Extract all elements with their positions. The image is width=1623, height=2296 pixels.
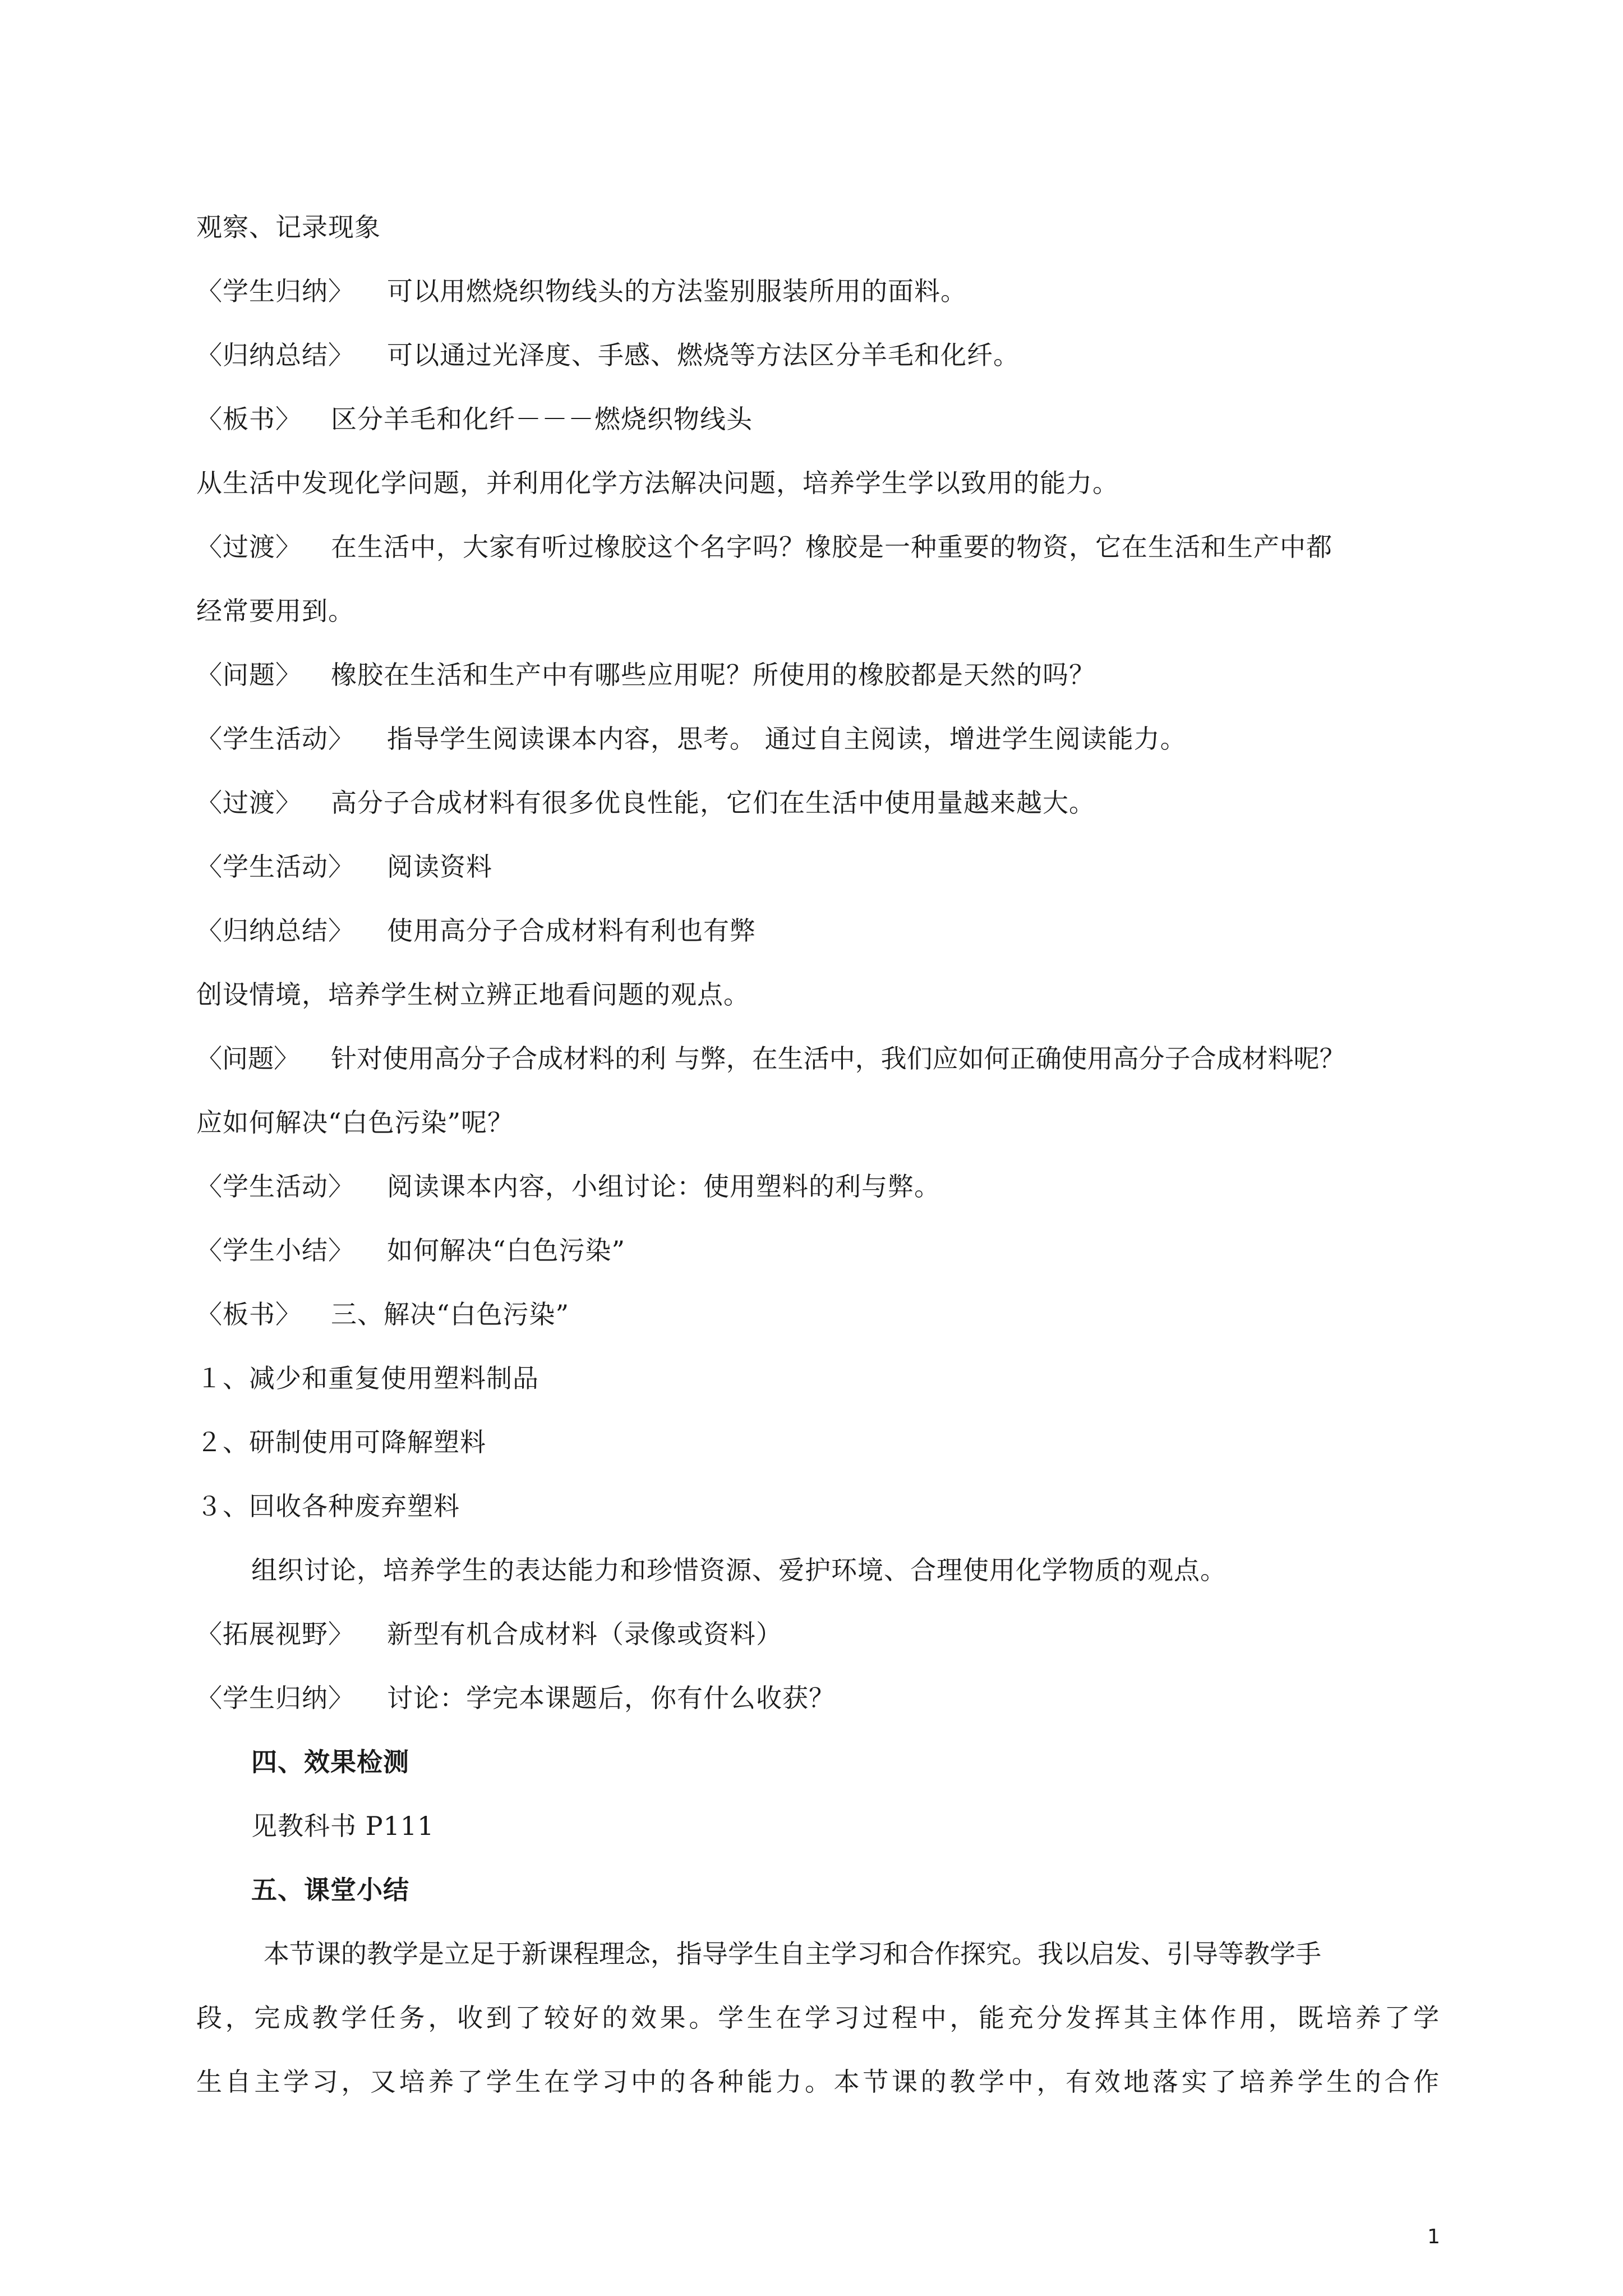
section-heading bbox=[251, 1874, 409, 1906]
line-tag: 〈归纳总结〉 bbox=[196, 915, 354, 946]
line-tag: 〈学生归纳〉 bbox=[196, 1683, 354, 1713]
text-line bbox=[196, 1490, 460, 1522]
text-line bbox=[196, 1107, 514, 1138]
line-text: 生自主学习，又培养了学生在学习中的各种能力。本节课的教学中，有效地落实了培养学生的合作 bbox=[196, 2067, 1439, 2097]
text-line bbox=[251, 1810, 434, 1842]
text-line bbox=[196, 1363, 539, 1394]
text-line bbox=[196, 851, 492, 882]
line-tag: 〈问题〉 bbox=[196, 1043, 299, 1074]
line-text: 本节课的教学是立足于新课程理念，指导学生自主学习和合作探究。我以启发、引导等教学手 bbox=[264, 1939, 1321, 1969]
line-tag: 〈学生小结〉 bbox=[196, 1235, 354, 1266]
text-line bbox=[196, 1171, 940, 1202]
line-tag: 〈板书〉 bbox=[196, 404, 302, 434]
line-tag: 〈过渡〉 bbox=[196, 788, 302, 818]
text-line bbox=[196, 1235, 625, 1266]
line-text: 见教科书 P111 bbox=[251, 1811, 435, 1841]
text-line bbox=[196, 531, 1332, 563]
line-text: １、减少和重复使用塑料制品 bbox=[196, 1363, 539, 1393]
page-number: 1 bbox=[1427, 2225, 1440, 2248]
line-text: 高分子合成材料有很多优良性能，它们在生活中使用量越来越大。 bbox=[331, 788, 1095, 818]
line-tag: 〈归纳总结〉 bbox=[196, 340, 354, 370]
text-line bbox=[196, 2002, 1439, 2033]
line-text: 可以用燃烧织物线头的方法鉴别服装所用的面料。 bbox=[387, 276, 967, 306]
line-text: 组织讨论，培养学生的表达能力和珍惜资源、爱护环境、合理使用化学物质的观点。 bbox=[251, 1555, 1227, 1585]
text-line bbox=[196, 1427, 486, 1458]
text-line bbox=[196, 2066, 1439, 2097]
line-text: 经常要用到。 bbox=[196, 596, 354, 626]
text-line bbox=[196, 275, 967, 307]
text-line bbox=[196, 403, 753, 435]
line-text: 讨论：学完本课题后，你有什么收获？ bbox=[387, 1683, 835, 1713]
line-text: 应如何解决“白色污染”呢？ bbox=[196, 1107, 514, 1138]
text-line bbox=[196, 1043, 1345, 1074]
text-line bbox=[196, 979, 750, 1010]
text-line bbox=[196, 659, 1095, 691]
line-text: 在生活中，大家有听过橡胶这个名字吗？橡胶是一种重要的物资，它在生活和生产中都 bbox=[331, 532, 1332, 562]
line-text: 指导学生阅读课本内容，思考。 通过自主阅读，增进学生阅读能力。 bbox=[387, 724, 1187, 754]
line-text: 可以通过光泽度、手感、燃烧等方法区分羊毛和化纤。 bbox=[387, 340, 1020, 370]
line-text: 三、解决“白色污染” bbox=[331, 1299, 570, 1329]
line-tag: 〈过渡〉 bbox=[196, 532, 302, 562]
line-text: 使用高分子合成材料有利也有弊 bbox=[387, 915, 756, 946]
line-text: 新型有机合成材料（录像或资料） bbox=[387, 1619, 782, 1649]
text-line bbox=[196, 1618, 782, 1650]
line-text: 创设情境，培养学生树立辨正地看问题的观点。 bbox=[196, 979, 750, 1010]
line-tag: 〈问题〉 bbox=[196, 660, 302, 690]
line-text: 区分羊毛和化纤－－－燃烧织物线头 bbox=[331, 404, 753, 434]
line-text: ２、研制使用可降解塑料 bbox=[196, 1427, 486, 1457]
line-tag: 〈板书〉 bbox=[196, 1299, 302, 1329]
heading-text: 四、效果检测 bbox=[251, 1747, 409, 1777]
line-text: 从生活中发现化学问题，并利用化学方法解决问题，培养学生学以致用的能力。 bbox=[196, 468, 1119, 498]
heading-text: 五、课堂小结 bbox=[251, 1875, 409, 1905]
text-line bbox=[196, 1299, 569, 1330]
text-line bbox=[196, 915, 756, 946]
text-line bbox=[196, 467, 1119, 499]
section-heading bbox=[251, 1746, 409, 1778]
text-line bbox=[196, 339, 1020, 371]
line-text: ３、回收各种废弃塑料 bbox=[196, 1491, 460, 1521]
line-text: 如何解决“白色污染” bbox=[387, 1235, 626, 1266]
text-line bbox=[251, 1554, 1227, 1586]
text-line bbox=[196, 787, 1095, 818]
line-tag: 〈学生活动〉 bbox=[196, 1171, 354, 1202]
line-text: 阅读资料 bbox=[387, 852, 492, 882]
line-text: 针对使用高分子合成材料的利 与弊，在生活中，我们应如何正确使用高分子合成材料呢？ bbox=[331, 1043, 1345, 1074]
text-line bbox=[196, 211, 381, 243]
line-tag: 〈学生活动〉 bbox=[196, 852, 354, 882]
text-line bbox=[264, 1938, 1321, 1970]
line-tag: 〈学生活动〉 bbox=[196, 724, 354, 754]
text-line bbox=[196, 1682, 835, 1714]
line-tag: 〈学生归纳〉 bbox=[196, 276, 354, 306]
line-tag: 〈拓展视野〉 bbox=[196, 1619, 354, 1649]
line-text: 段，完成教学任务，收到了较好的效果。学生在学习过程中，能充分发挥其主体作用，既培养了学 bbox=[196, 2003, 1439, 2033]
line-text: 橡胶在生活和生产中有哪些应用呢？所使用的橡胶都是天然的吗？ bbox=[331, 660, 1095, 690]
text-line bbox=[196, 723, 1187, 754]
line-text: 阅读课本内容，小组讨论：使用塑料的利与弊。 bbox=[387, 1171, 940, 1202]
line-text: 观察、记录现象 bbox=[196, 212, 381, 242]
text-line bbox=[196, 595, 354, 627]
